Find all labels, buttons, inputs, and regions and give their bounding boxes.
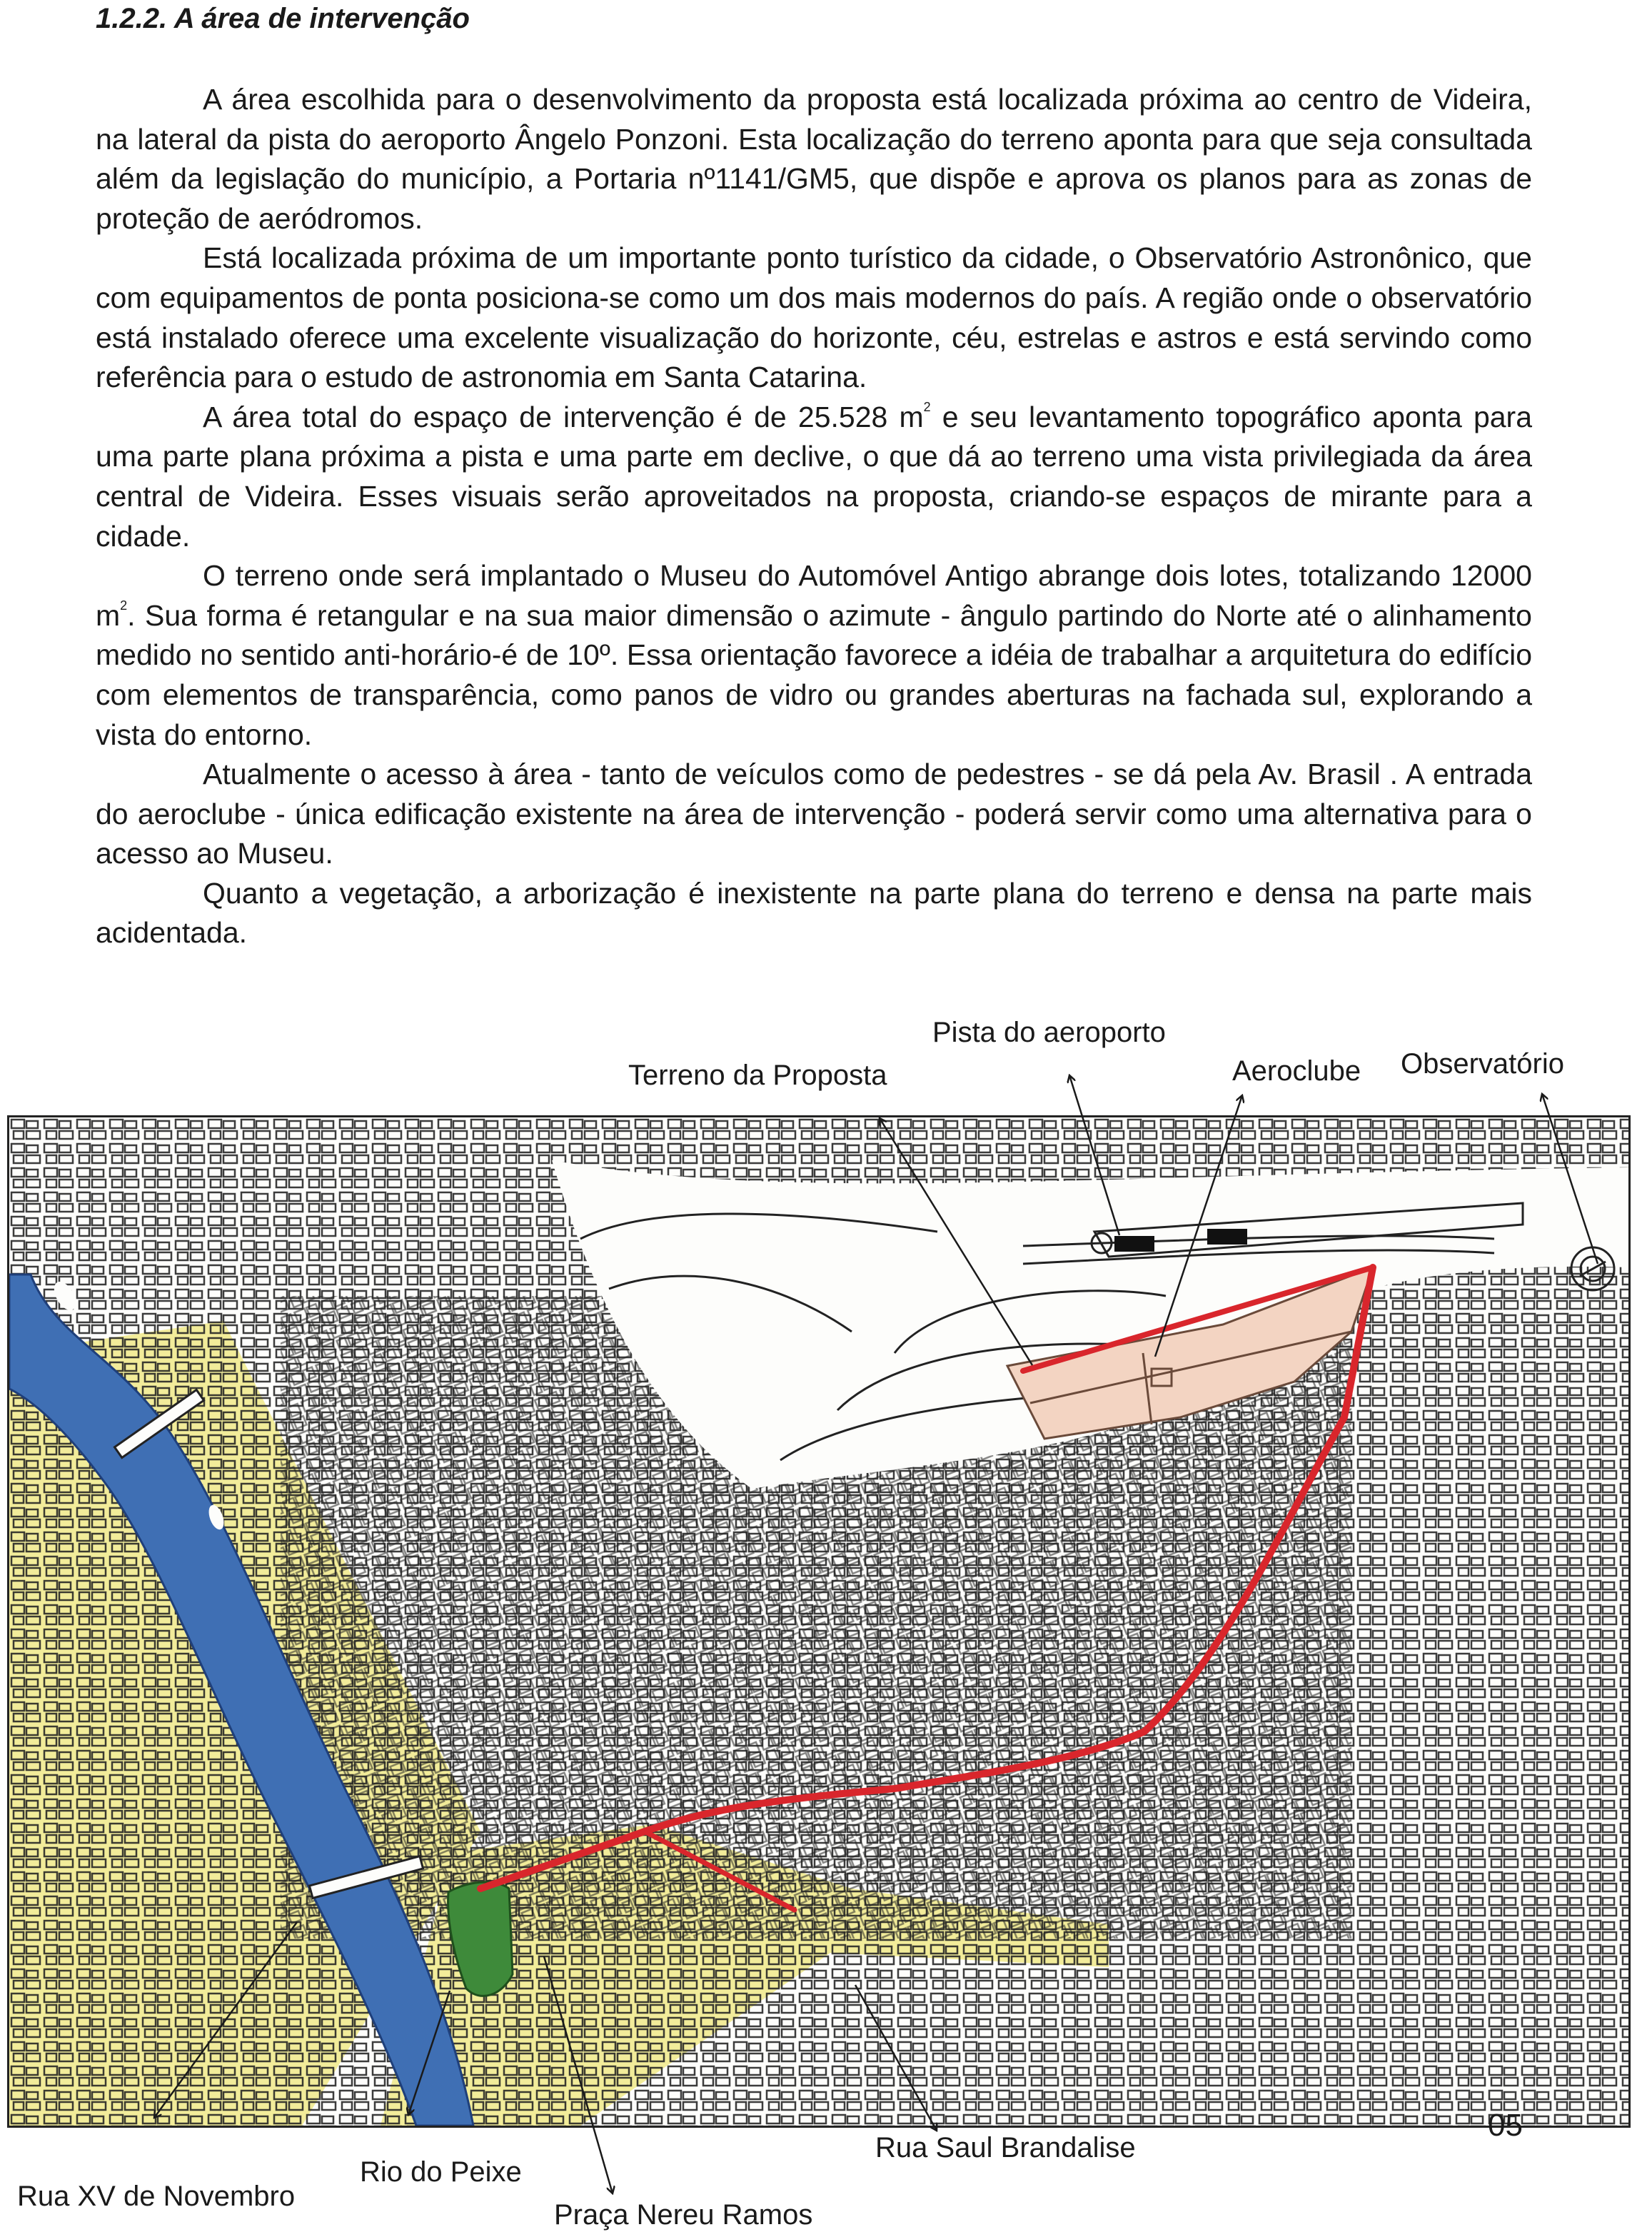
paragraph-6: Quanto a vegetação, a arborização é inexistente na parte plana do terreno e densa na parte mais acidentada. [96,876,1532,950]
paragraph-3-part-2: e seu levantamento topográfico aponta para uma parte plana próxima a pista e uma parte em declive, o que dá ao terreno uma vista privilegiada da área central de Videira. Esses visuais serão aproveitados na proposta, criando-se espaços de mirante para a cidade. [96,400,1533,553]
squared-unit: 2 [923,399,931,414]
label-praca: Praça Nereu Ramos [554,2199,813,2231]
label-rio: Rio do Peixe [360,2156,522,2188]
paragraph-4-part-2: . Sua forma é retangular e na sua maior dimensão o azimute - ângulo partindo do Norte até o alinhamento medido no sentido anti-horário-é de 10º. Essa orientação favorece a idéia de trabalhar a arquitetura do edifício com elementos de transparência, como panos de vidro ou grandes aberturas na fachada sul, explorando a vista do entorno. [96,598,1532,751]
paragraph-3-part-1: A área total do espaço de intervenção é de 25.528 m [203,400,924,433]
paragraph-5: Atualmente o acesso à área - tanto de veículos como de pedestres - se dá pela Av. Brasil . A entrada do aeroclube - única edificação existente na área de intervenção - poderá servir como uma alternativa para o acesso ao Museu. [96,758,1532,870]
label-terreno: Terreno da Proposta [628,1060,887,1091]
arrow-icon [1542,1094,1598,1264]
section-heading: 1.2.2. A área de intervenção [96,3,470,34]
arrow-icon [880,1118,1032,1365]
label-rua-saul: Rua Saul Brandalise [875,2132,1136,2163]
squared-unit: 2 [120,598,128,613]
arrow-icon [855,1985,937,2131]
label-pista: Pista do aeroporto [932,1017,1166,1048]
paragraph-1: A área escolhida para o desenvolvimento da proposta está localizada próxima ao centro de Videira, na lateral da pista do aeroporto Ângelo Ponzoni. Esta localização do terreno aponta para que seja consultada além da legislação do município, a Portaria nº1141/GM5, que dispõe e aprova os planos para as zonas de proteção de aeródromos. [96,83,1532,235]
arrow-icon [154,1922,297,2118]
label-rua-xv: Rua XV de Novembro [17,2181,296,2212]
arrow-icon [408,1991,450,2115]
arrow-icon [544,1956,613,2193]
paragraph-2: Está localizada próxima de um importante ponto turístico da cidade, o Observatório Astronônico, que com equipamentos de ponta posiciona-se como um dos mais modernos do país. A região onde o observatório está instalado oferece uma excelente visualização do horizonte, céu, estrelas e astros e está servindo como referência para o estudo de astronomia em Santa Catarina. [96,241,1532,394]
label-observatorio: Observatório [1401,1048,1564,1080]
arrow-icon [1069,1075,1119,1235]
label-aeroclube: Aeroclube [1232,1055,1361,1087]
arrow-icon [1155,1095,1242,1357]
page-number: 05 [1488,2108,1523,2143]
paragraph-4-part-1: O terreno onde será implantado o Museu do Automóvel Antigo abrange dois lotes, totalizando 12000 m [96,559,1532,632]
